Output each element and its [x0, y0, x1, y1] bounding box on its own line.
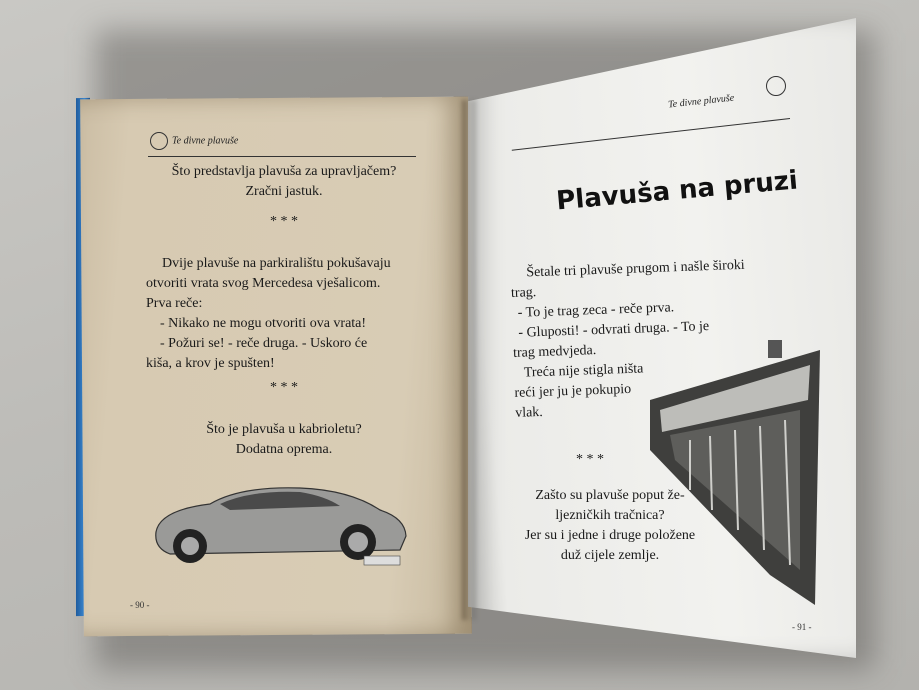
face-icon	[150, 132, 168, 150]
left-page-number: - 90 -	[130, 600, 150, 610]
story-line: reći jer ju je pokupio	[514, 381, 632, 401]
joke-line: Što predstavlja plavuša za upravljačem?	[171, 164, 397, 179]
joke-line: otvoriti vrata svog Mercedesa vješalicom.	[146, 276, 381, 291]
story-line: - Gluposti! - odvrati druga. - To je	[518, 319, 710, 341]
joke-line: Zašto su plavuše poput že-	[535, 488, 685, 503]
separator: * * *	[270, 214, 298, 229]
story-line: Treća nije stigla ništa	[523, 361, 644, 381]
right-running-header: Te divne plavuše	[667, 92, 735, 111]
sports-car-illustration	[150, 470, 410, 570]
joke-line: Jer su i jedne i druge položene	[524, 528, 696, 543]
story-title: Plavuša na pruzi	[555, 165, 799, 217]
joke-line: ljezničkih tračnica?	[555, 508, 665, 523]
joke-2	[146, 254, 422, 374]
story-line: vlak.	[514, 404, 544, 421]
joke-1	[148, 162, 420, 202]
joke-line: Zračni jastuk.	[245, 184, 323, 199]
joke-line: Dvije plavuše na parkiralištu pokušavaju	[162, 256, 391, 271]
separator: * * *	[270, 380, 298, 395]
story-line: Šetale tri plavuše prugom i našle široki	[526, 257, 745, 281]
joke-line: duž cijele zemlje.	[560, 548, 660, 563]
joke-line: - Nikako ne mogu otvoriti ova vrata!	[160, 316, 367, 331]
joke-3	[148, 420, 420, 460]
story-line: trag.	[510, 285, 537, 301]
joke-line: Prva reče:	[146, 296, 203, 311]
joke-line: Dodatna oprema.	[235, 442, 333, 457]
book-spine	[462, 100, 476, 620]
separator: * * *	[576, 452, 604, 467]
train-illustration	[650, 340, 820, 610]
face-icon	[766, 76, 786, 96]
right-page-number: - 91 -	[792, 622, 812, 632]
joke-line: kiša, a krov je spušten!	[146, 356, 275, 371]
joke-line: - Požuri se! - reče druga. - Uskoro će	[160, 336, 368, 351]
joke-line: Što je plavuša u kabrioletu?	[206, 422, 362, 437]
story-line: - To je trag zeca - reče prva.	[517, 300, 675, 321]
left-running-header: Te divne plavuše	[150, 132, 238, 150]
left-header-rule	[148, 156, 416, 157]
story-line: trag medvjeda.	[512, 343, 597, 361]
